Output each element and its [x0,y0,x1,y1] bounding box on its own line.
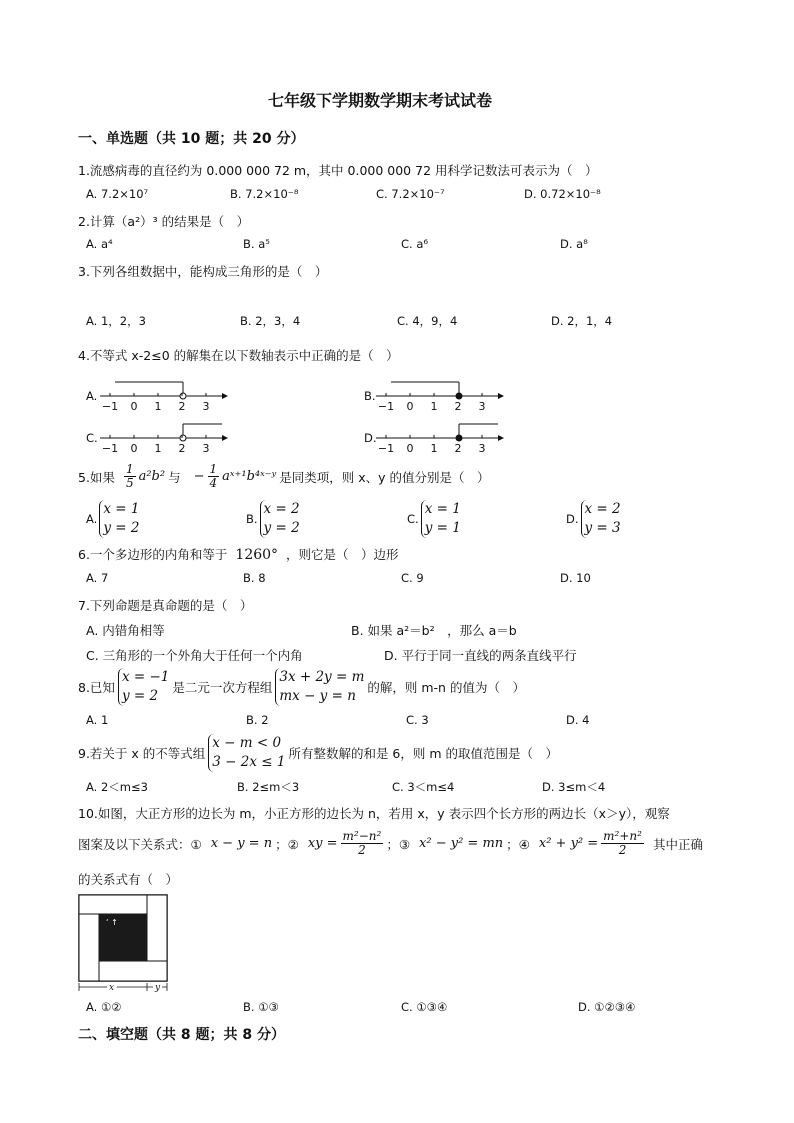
q5-option-a-label: A. [86,512,98,526]
question-6 [78,545,399,563]
numberline-tick-label: −1 [101,400,119,413]
q10-option-c[interactable]: C. ①③④ [401,1000,448,1014]
q9-suffix: 所有整数解的和是 6，则 m 的取值范围是（ ） [288,746,559,761]
question-2: 2.计算（a²）³ 的结果是（ ） [78,214,250,229]
q10-option-a[interactable]: A. ①② [86,1000,122,1014]
q5-option-c[interactable] [407,500,461,538]
numberline-tick-label: 1 [430,400,438,413]
question-3: 3.下列各组数据中，能构成三角形的是（ ） [78,264,328,279]
q4-numberline-b [376,378,506,416]
q5-option-c-label: C. [407,512,419,526]
q5-option-b-system: x = 2 y = 2 [260,500,300,538]
q8-solution-system: x = −1 y = 2 [118,668,169,706]
numberline-tick-label: 0 [130,442,138,455]
q6-suffix: ，则它是（ ）边形 [286,547,399,562]
q6-option-b[interactable]: B. 8 [243,571,266,585]
q10-option-d[interactable]: D. ①②③④ [578,1000,636,1014]
q10-figure-label-y: y [155,983,161,993]
question-8 [78,668,525,706]
q8-mid: 是二元一次方程组 [172,680,273,695]
numberline-tick-label: 3 [478,400,486,413]
q9-option-a[interactable]: A. 2＜m≤3 [86,780,148,794]
numberline-tick-label: −1 [377,442,395,455]
page-title: 七年级下学期数学期末考试试卷 [268,91,493,110]
q5-option-d[interactable] [566,500,621,538]
q1-option-c[interactable]: C. 7.2×10⁻⁷ [376,187,445,201]
q5-option-c-system: x = 1 y = 1 [421,500,461,538]
q4-numberline-a [100,378,230,416]
q10-figure-label-x: x [109,983,115,993]
question-10-line-1: 10.如图，大正方形的边长为 m，小正方形的边长为 n，若用 x，y 表示四个长方形的两边长（x＞y），观察 [78,806,670,821]
q7-option-b[interactable]: B. 如果 a²＝b² ，那么 a＝b [351,623,517,638]
q10-option-b[interactable]: B. ①③ [243,1000,279,1014]
question-5 [78,463,489,490]
q6-option-a[interactable]: A. 7 [86,571,109,585]
q2-option-a[interactable]: A. a⁴ [86,237,113,251]
q8-option-a[interactable]: A. 1 [86,713,109,727]
numberline-tick-label: 2 [454,442,462,455]
q6-text: 6.一个多边形的内角和等于 [78,547,228,562]
q5-suffix: 是同类项，则 x、y 的值分别是（ ） [279,469,490,485]
q10-line2-prefix: 图案及以下关系式：① [78,836,202,852]
q10-relation-3: x² − y² = mn [419,836,504,851]
question-9 [78,734,558,772]
q10-relation-2-fraction: $\frac{\text{m²−n²}}{2}$ [342,829,382,857]
q1-option-a[interactable]: A. 7.2×10⁷ [86,187,149,201]
numberline-tick-label: 3 [202,442,210,455]
q10-square-figure [76,893,172,993]
question-7: 7.下列命题是真命题的是（ ） [78,598,253,613]
q6-option-d[interactable]: D. 10 [560,571,591,585]
q1-option-d[interactable]: D. 0.72×10⁻⁸ [524,187,601,201]
numberline-tick-label: 2 [178,442,186,455]
numberline-tick-label: 3 [478,442,486,455]
q10-sep-2: ；② [275,836,299,852]
q5-option-a[interactable] [86,500,139,538]
q8-prefix: 8.已知 [78,680,115,695]
q7-option-d[interactable]: D. 平行于同一直线的两条直线平行 [384,648,577,663]
q10-relation-2: xy = [307,836,338,851]
section-heading-fill-in: 二、填空题（共 8 题；共 8 分） [78,1027,285,1043]
q4-numberline-c [100,420,230,458]
numberline-tick-label: 2 [178,400,186,413]
question-10-line-3: 的关系式有（ ） [78,872,179,887]
q7-option-a[interactable]: A. 内错角相等 [86,623,165,638]
q3-option-c[interactable]: C. 4，9，4 [397,314,458,328]
q3-option-b[interactable]: B. 2，3，4 [240,314,301,328]
numberline-tick-label: 3 [202,400,210,413]
numberline-tick-label: 1 [154,400,162,413]
q7-option-c[interactable]: C. 三角形的一个外角大于任何一个内角 [86,648,303,663]
q1-option-b[interactable]: B. 7.2×10⁻⁸ [230,187,299,201]
numberline-tick-label: 0 [406,400,414,413]
q5-mid: 与 [168,469,181,485]
q2-option-d[interactable]: D. a⁸ [560,237,588,251]
q9-option-d[interactable]: D. 3≤m＜4 [542,780,606,794]
q5-option-d-label: D. [566,512,579,526]
numberline-tick-label: −1 [101,442,119,455]
q5-minus: − [193,469,205,484]
numberline-tick-label: 0 [406,442,414,455]
q2-option-c[interactable]: C. a⁶ [401,237,428,251]
q4-option-b[interactable]: B. [364,389,376,403]
q5-option-b[interactable] [246,500,300,538]
section-heading-single-choice: 一、单选题（共 10 题；共 20 分） [78,131,305,147]
question-4: 4.不等式 x-2≤0 的解集在以下数轴表示中正确的是（ ） [78,348,399,363]
q4-numberline-d [376,420,506,458]
q5-option-d-system: x = 2 y = 3 [581,500,621,538]
q5-fraction-1: $\frac{1}{5}$ [125,462,134,490]
q6-option-c[interactable]: C. 9 [401,571,424,585]
q5-prefix: 5.如果 [78,469,115,485]
q8-option-b[interactable]: B. 2 [246,713,269,727]
q8-option-c[interactable]: C. 3 [406,713,429,727]
q4-option-d[interactable]: D. [364,431,377,445]
q10-sep-3: ；③ [386,836,411,852]
q3-option-a[interactable]: A. 1，2，3 [86,314,146,328]
q8-equation-system: 3x + 2y = m mx − y = n [275,668,364,706]
numberline-tick-label: 0 [130,400,138,413]
q5-term-1: a²b² [138,469,166,484]
q10-relation-4: x² + y² = [538,836,599,851]
question-1: 1.流感病毒的直径约为 0.000 000 72 m，其中 0.000 000 72 用科学记数法可表示为（ ） [78,163,598,178]
q9-option-c[interactable]: C. 3＜m≤4 [392,780,455,794]
numberline-tick-label: 1 [430,442,438,455]
q10-sep-4: ；④ [506,836,530,852]
q10-relation-1: x − y = n [210,836,273,851]
numberline-tick-label: 2 [454,400,462,413]
q3-option-d[interactable]: D. 2，1，4 [551,314,613,328]
q6-value: 1260° [235,547,279,563]
q9-inequality-system: x − m < 0 3 − 2x ≤ 1 [208,734,285,772]
q2-option-b[interactable]: B. a⁵ [243,237,270,251]
q4-option-a[interactable]: A. [86,389,98,403]
q4-option-c[interactable]: C. [86,431,98,445]
q5-fraction-2: $\frac{1}{4}$ [209,462,218,490]
q8-option-d[interactable]: D. 4 [566,713,590,727]
q9-prefix: 9.若关于 x 的不等式组 [78,746,206,761]
q8-suffix: 的解，则 m-n 的值为（ ） [367,680,525,695]
q5-option-b-label: B. [246,512,258,526]
q9-option-b[interactable]: B. 2≤m＜3 [237,780,300,794]
q10-line2-suffix: 其中正确 [652,836,703,852]
numberline-tick-label: 1 [154,442,162,455]
q5-term-2: aˣ⁺¹b⁴ˣ⁻ʸ [222,469,277,484]
svg-text:‘ ↑: ‘ ↑ [106,918,118,927]
q10-relation-4-fraction: $\frac{\text{m²+n²}}{2}$ [603,829,642,857]
numberline-tick-label: −1 [377,400,395,413]
question-10-line-2 [78,830,703,857]
q5-option-a-system: x = 1 y = 2 [99,500,139,538]
